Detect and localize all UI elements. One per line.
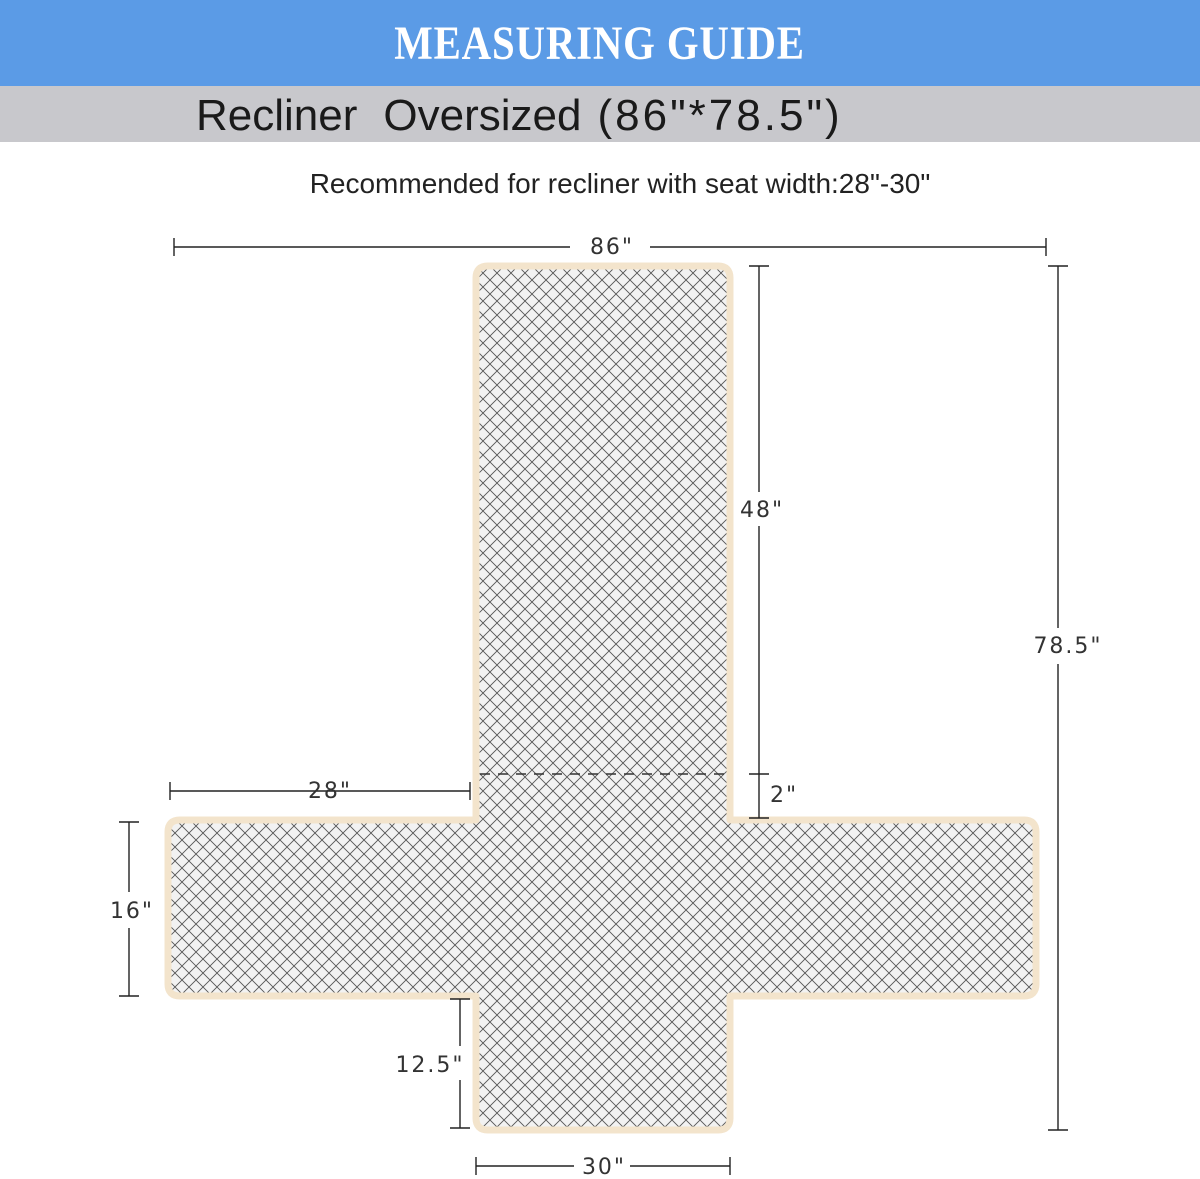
footrest-length-label: 12.5": [395, 1053, 465, 1078]
total-height-label: 78.5": [1033, 634, 1103, 659]
guide-title: MEASURING GUIDE: [394, 16, 806, 70]
back-length-label: 48": [740, 498, 785, 523]
seat-width-label: 30": [581, 1155, 627, 1179]
model-size: Oversized: [383, 91, 582, 140]
overall-dims: (86"*78.5"): [597, 91, 843, 140]
tuck-depth-label: 2": [770, 783, 799, 808]
arm-width-label: 28": [307, 779, 353, 804]
arm-depth-label: 16": [109, 899, 155, 924]
seat-width-recommendation: Recommended for recliner with seat width:28"-30": [309, 168, 931, 199]
cover-shape: [168, 266, 1036, 1130]
total-width-label: 86": [589, 235, 635, 260]
tuck-depth-dimension: [749, 774, 769, 818]
model-name: Recliner: [196, 91, 358, 140]
total-height-dimension: [1048, 266, 1068, 1130]
